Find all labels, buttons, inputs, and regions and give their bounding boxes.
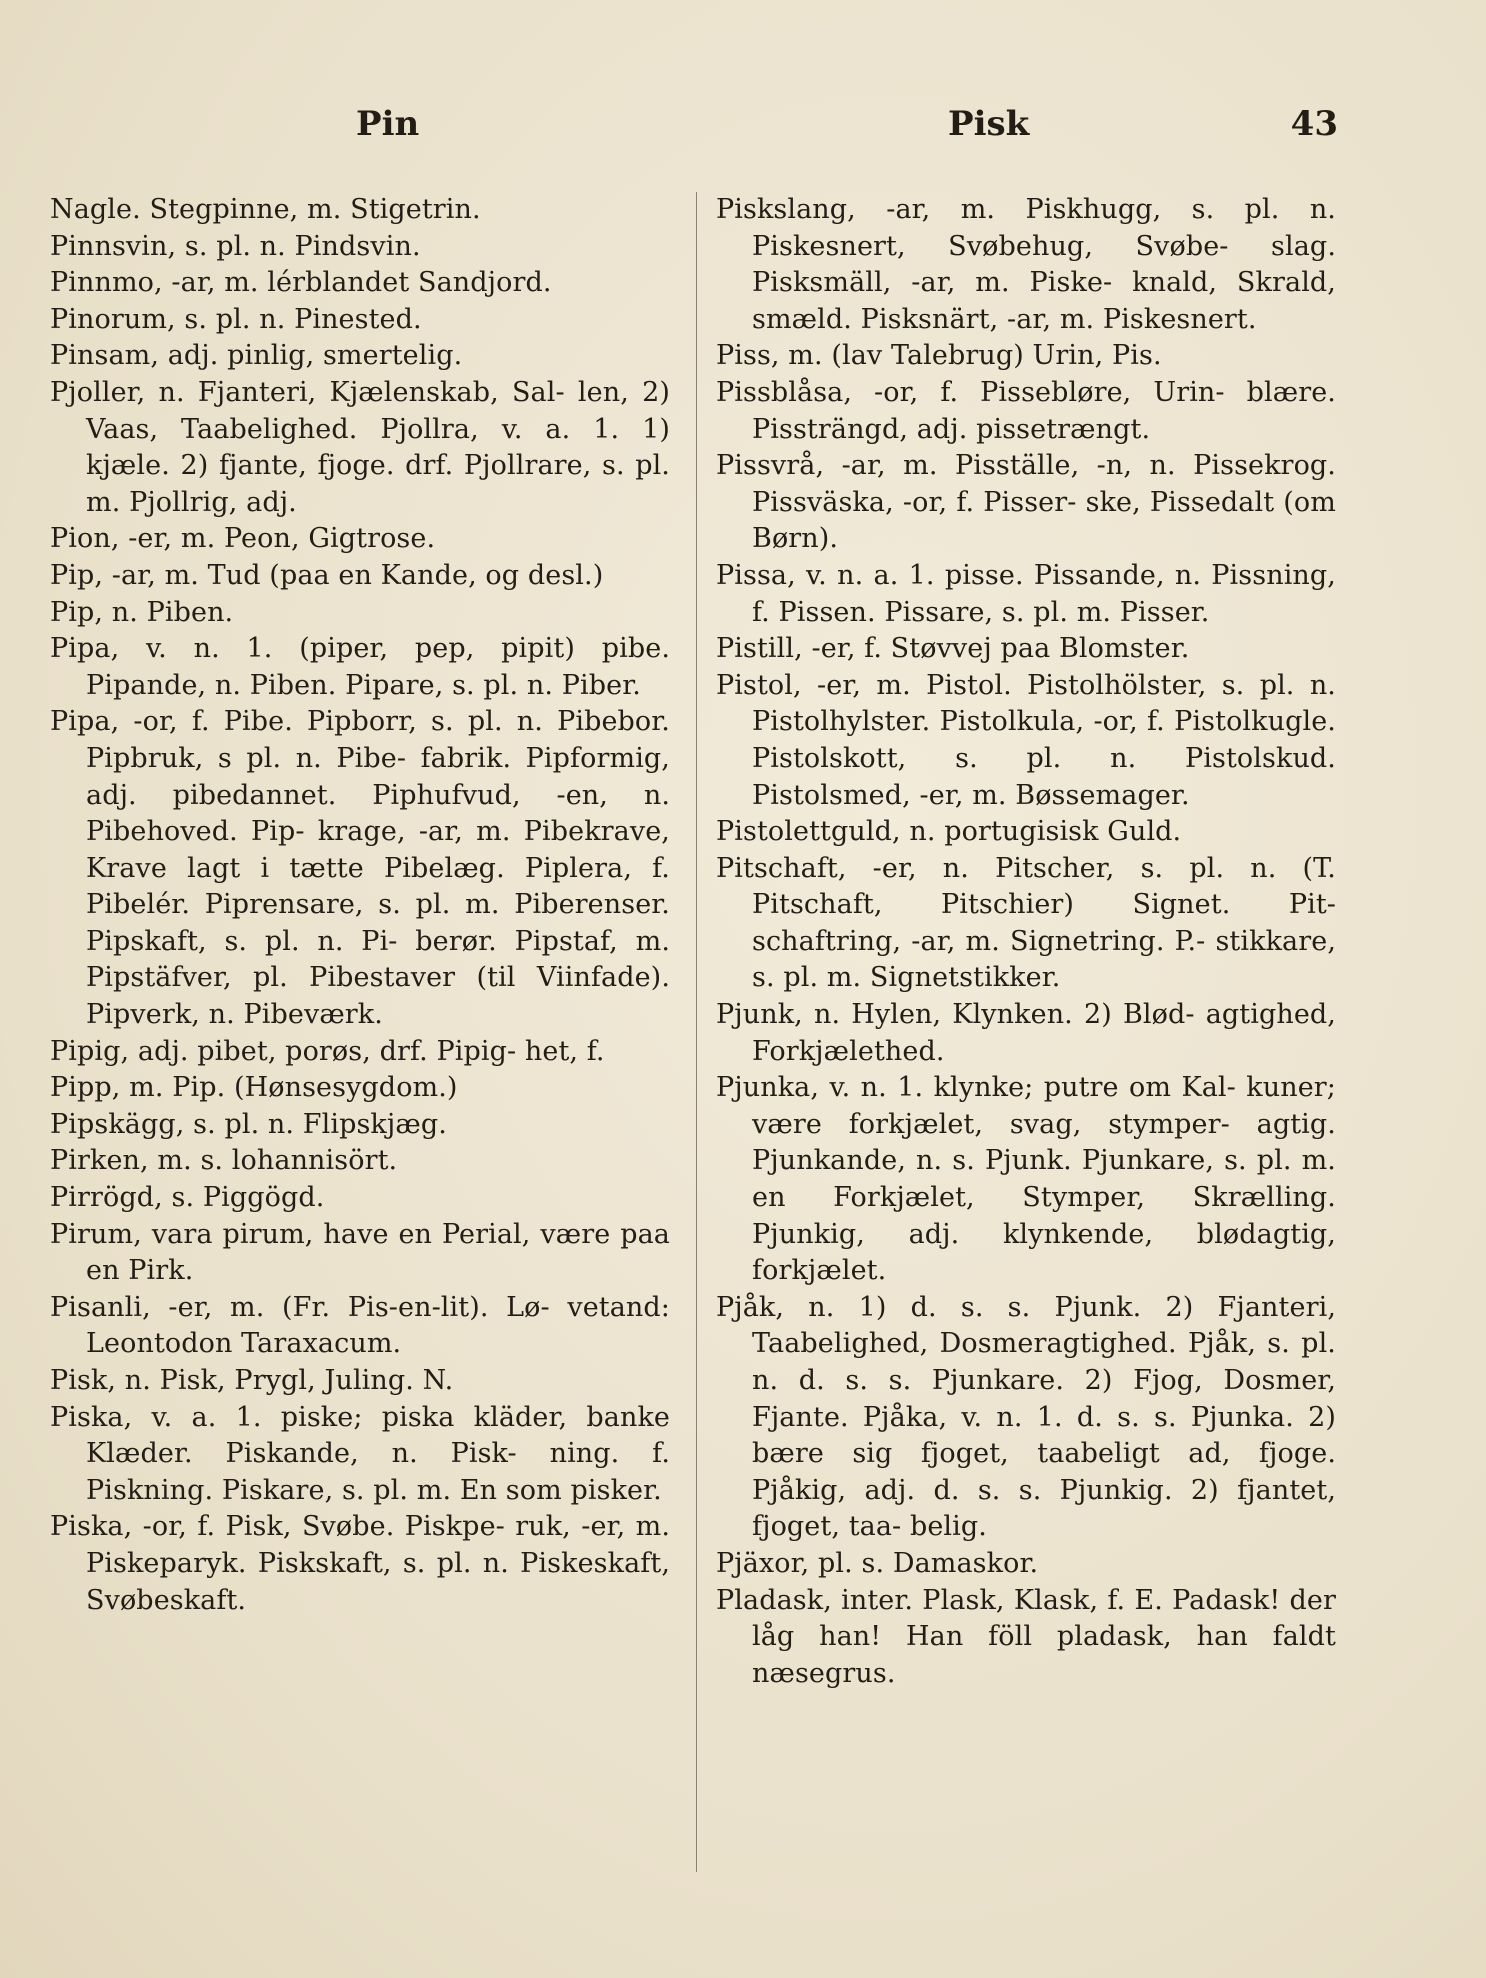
entry: Pladask, inter. Plask, Klask, f. E. Padask! der låg han! Han föll pladask, han faldt næsegrus. xyxy=(716,1584,1336,1689)
entry: Pistill, -er, f. Støvvej paa Blomster. xyxy=(716,633,1190,665)
entry: Pistol, -er, m. Pistol. Pistolhölster, s. pl. n. Pistolhylster. Pistolkula, -or, f. Pistolkugle. Pistolskott, s. pl. n. Pistolskud. Pistolsmed, -er, m. Bøssemager. xyxy=(716,669,1336,811)
entry: Pisanli, -er, m. (Fr. Pis-en-lit). Lø- vetand: Leontodon Taraxacum. xyxy=(50,1291,670,1360)
entry: Pinnsvin, s. pl. n. Pindsvin. xyxy=(50,230,421,262)
entry: Pipa, -or, f. Pibe. Pipborr, s. pl. n. Pibebor. Pipbruk, s pl. n. Pibe- fabrik. Pipformig, adj. pibedannet. Piphufvud, -en, n. Pibehoved. Pip- krage, -ar, m. Pibekrave, Krave lagt i tætte Pibelæg. Piplera, f. Pibelér. Piprensare, s. pl. m. Piberenser. Pipskaft, s. pl. n. Pi- berør. Pipstaf, m. Pipstäfver, pl. Pibestaver (til Viinfade). Pipverk, n. Pibeværk. xyxy=(50,706,670,1031)
header-right-guide-word: Pisk xyxy=(948,104,1030,144)
right-column xyxy=(716,192,1336,1692)
entry: Pitschaft, -er, n. Pitscher, s. pl. n. (T. Pitschaft, Pitschier) Signet. Pit- schaftring, -ar, m. Signetring. P.- stikkare, s. pl. m. Signetstikker. xyxy=(716,852,1336,994)
header-left-guide-word: Pin xyxy=(356,104,420,144)
entry: Nagle. Stegpinne, m. Stigetrin. xyxy=(50,194,481,225)
entry: Pistolettguld, n. portugisisk Guld. xyxy=(716,816,1182,848)
entry: Pip, n. Piben. xyxy=(50,596,234,628)
entry: Pipa, v. n. 1. (piper, pep, pipit) pibe. Pipande, n. Piben. Pipare, s. pl. n. Piber. xyxy=(50,633,670,701)
entry: Pirken, m. s. lohannisört. xyxy=(50,1145,398,1177)
entry: Pisk, n. Pisk, Prygl, Juling. N. xyxy=(50,1365,454,1396)
entry: Pjunk, n. Hylen, Klynken. 2) Blød- agtighed, Forkjælethed. xyxy=(716,999,1336,1067)
entry: Pipskägg, s. pl. n. Flipskjæg. xyxy=(50,1108,447,1140)
entry: Pinnmo, -ar, m. lérblandet Sandjord. xyxy=(50,267,552,299)
entry: Pirum, vara pirum, have en Perial, være paa en Pirk. xyxy=(50,1218,670,1287)
entry: Pipp, m. Pip. (Hønsesygdom.) xyxy=(50,1072,458,1104)
entry: Pjäxor, pl. s. Damaskor. xyxy=(716,1547,1039,1579)
entry: Piska, -or, f. Pisk, Svøbe. Piskpe- ruk, -er, m. Piskeparyk. Piskskaft, s. pl. n. Piskeskaft, Svøbeskaft. xyxy=(50,1511,670,1616)
entry: Pissvrå, -ar, m. Pisställe, -n, n. Pissekrog. Pissväska, -or, f. Pisser- ske, Pissedalt (om Børn). xyxy=(716,450,1336,555)
entry: Pissa, v. n. a. 1. pisse. Pissande, n. Pissning, f. Pissen. Pissare, s. pl. m. Pisser. xyxy=(716,559,1336,628)
entry: Pjunka, v. n. 1. klynke; putre om Kal- kuner; være forkjælet, svag, stymper- agtig. Pjunkande, n. s. Pjunk. Pjunkare, s. pl. m. en Forkjælet, Stymper, Skrælling. Pjunkig, adj. klynkende, blødagtig, forkjælet. xyxy=(716,1072,1336,1287)
entry: Pipig, adj. pibet, porøs, drf. Pipig- het, f. xyxy=(50,1035,605,1067)
entry: Pirrögd, s. Piggögd. xyxy=(50,1182,325,1214)
column-divider xyxy=(696,192,697,1872)
entry: Pissblåsa, -or, f. Pissebløre, Urin- blære. Pissträngd, adj. pissetrængt. xyxy=(716,376,1336,445)
entry: Pinsam, adj. pinlig, smertelig. xyxy=(50,340,463,372)
page-number: 43 xyxy=(1290,104,1338,144)
entry: Pip, -ar, m. Tud (paa en Kande, og desl.) xyxy=(50,559,604,591)
entry: Pinorum, s. pl. n. Pinested. xyxy=(50,303,422,335)
entry: Piss, m. (lav Talebrug) Urin, Pis. xyxy=(716,340,1162,372)
entry: Pjåk, n. 1) d. s. s. Pjunk. 2) Fjanteri, Taabelighed, Dosmeragtighed. Pjåk, s. pl. n. d. s. s. Pjunkare. 2) Fjog, Dosmer, Fjante. Pjåka, v. n. 1. d. s. s. Pjunka. 2) bære sig fjoget, taabeligt ad, fjoge. Pjåkig, adj. d. s. s. Pjunkig. 2) fjantet, fjoget, taa- belig. xyxy=(716,1291,1336,1543)
entry: Piskslang, -ar, m. Piskhugg, s. pl. n. Piskesnert, Svøbehug, Svøbe- slag. Pisksmäll, -ar, m. Piske- knald, Skrald, smæld. Pisksnärt, -ar, m. Piskesnert. xyxy=(716,194,1336,335)
entry: Pjoller, n. Fjanteri, Kjælenskab, Sal- len, 2) Vaas, Taabelighed. Pjollra, v. a. 1. 1) kjæle. 2) fjante, fjoge. drf. Pjollrare, s. pl. m. Pjollrig, adj. xyxy=(50,376,670,518)
entry: Pion, -er, m. Peon, Gigtrose. xyxy=(50,523,436,555)
entry: Piska, v. a. 1. piske; piska kläder, banke Klæder. Piskande, n. Pisk- ning. f. Piskning. Piskare, s. pl. m. En som pisker. xyxy=(50,1401,670,1506)
left-column xyxy=(50,192,670,1619)
page-header xyxy=(0,104,1486,154)
